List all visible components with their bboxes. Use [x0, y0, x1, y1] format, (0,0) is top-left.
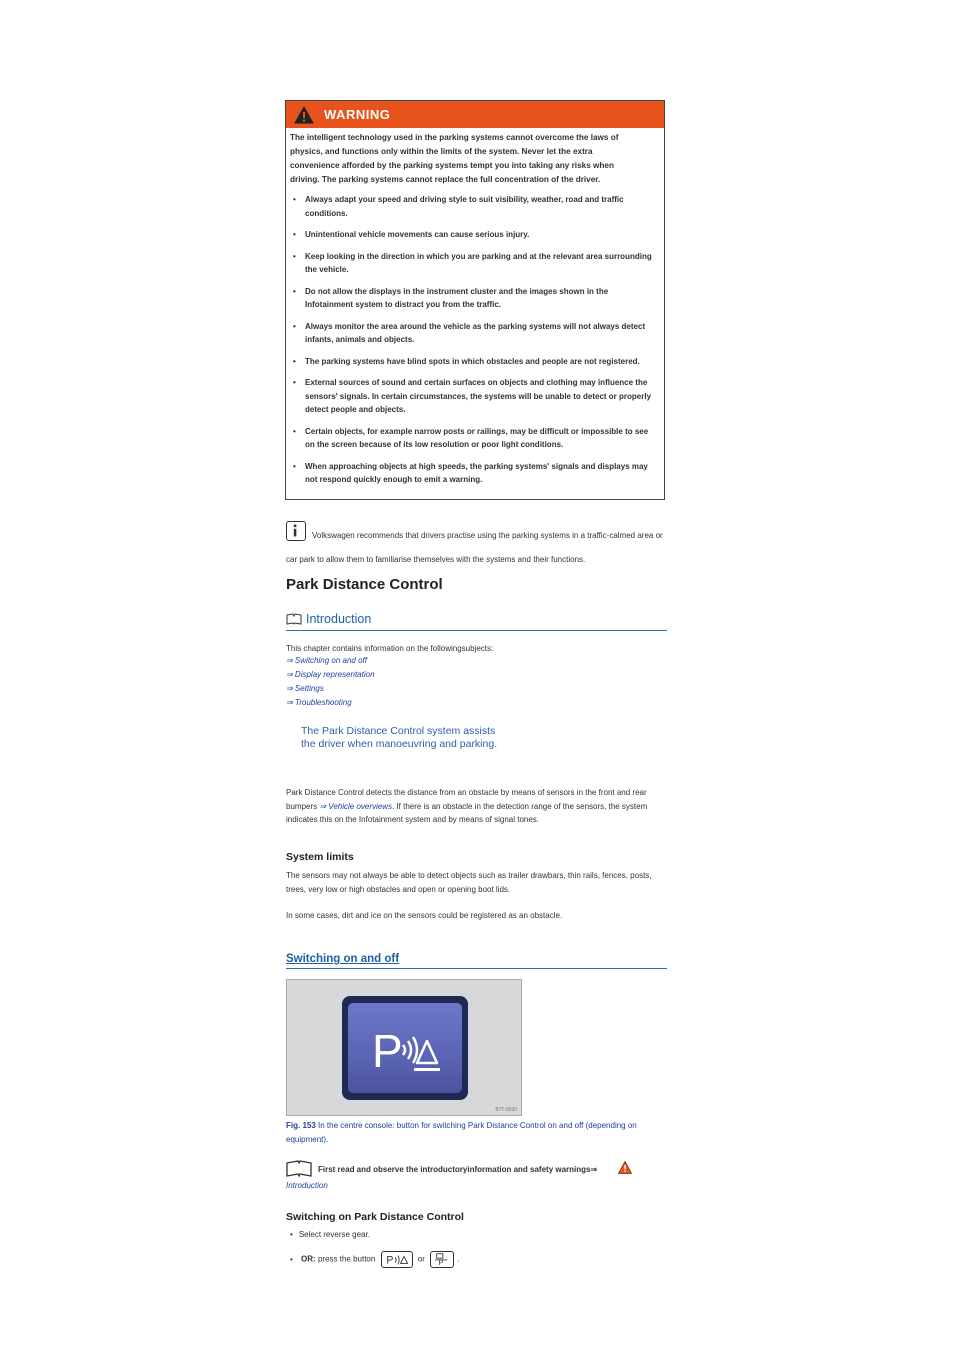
- intro-body-text-end: . If there is an obstacle in the detection range of the sensors, the system indicates this on the Infotainment system and by means of signal tones.: [286, 801, 648, 824]
- pdc-key-icon: [381, 1251, 413, 1268]
- read-first-text: First read and observe the introductoryinformation and safety warnings⇒: [318, 1165, 598, 1174]
- warning-item: • When approaching objects at high speeds, the parking systems' signals and displays may not respond quickly enough to emit a warning.: [286, 460, 656, 487]
- intro-body: [286, 786, 667, 827]
- switching-on-heading: Switching on Park Distance Control: [286, 1211, 464, 1223]
- warning-title: WARNING: [324, 107, 391, 122]
- pdc-button-frame: [342, 996, 468, 1100]
- park-distance-control-icon: [348, 1003, 462, 1093]
- system-limits-p2: In some cases, dirt and ice on the sensors could be registered as an obstacle.: [286, 911, 563, 920]
- warning-item: • Always monitor the area around the vehicle as the parking systems will not always detect infants, animals and objects.: [286, 320, 656, 347]
- figure-pdc-button: [286, 979, 522, 1116]
- figure-caption-text: In the centre console: button for switching Park Distance Control on and off (depending on equipment).: [286, 1121, 637, 1144]
- link-display-representation[interactable]: ⇒ Display representation: [286, 670, 375, 679]
- bullet-or-text: or: [417, 1254, 425, 1264]
- figure-label: Fig. 153: [286, 1121, 316, 1130]
- book-icon: [286, 613, 302, 628]
- link-switching-on-off[interactable]: ⇒ Switching on and off: [286, 656, 367, 665]
- warning-header: [286, 101, 664, 128]
- link-troubleshooting[interactable]: ⇒ Troubleshooting: [286, 698, 352, 707]
- warning-triangle-icon: [294, 106, 314, 124]
- page-heading: Park Distance Control: [286, 576, 443, 593]
- figure-code: B7T-0530: [495, 1107, 517, 1113]
- intro-lead: This chapter contains information on the followingsubjects:: [286, 644, 494, 653]
- system-limits-heading: System limits: [286, 851, 354, 863]
- warning-intro: The intelligent technology used in the parking systems cannot overcome the laws of physics, and functions only within the limits of the system. Never let the extra convenience afforded by the parking systems tempt you into taking any risks when driving. The parking systems cannot replace the full concentration of the driver.: [290, 133, 619, 184]
- warning-item: • The parking systems have blind spots in which obstacles and people are not registered.: [286, 355, 656, 369]
- book-icon: [286, 1160, 312, 1177]
- link-settings[interactable]: ⇒ Settings: [286, 684, 324, 693]
- pdc-button: [348, 1003, 462, 1093]
- note-text: Volkswagen recommends that drivers practise using the parking systems in a traffic-calmed area or car park to allow them to familiarise themselves with the systems and their functions.: [286, 531, 663, 564]
- bullet-press-text: press the button: [317, 1254, 376, 1264]
- bullet-end: .: [457, 1254, 460, 1264]
- warning-item: • External sources of sound and certain surfaces on objects and clothing may influence the sensors' signals. In certain circumstances, the systems will be unable to detect or properly detect people and objects.: [286, 376, 656, 417]
- warning-item: • Keep looking in the direction in which you are parking and at the relevant area surrounding the vehicle.: [286, 250, 656, 277]
- warning-list: [286, 193, 664, 487]
- park-assist-key-icon: [430, 1251, 454, 1268]
- pull-quote: The Park Distance Control system assists the driver when manoeuvring and parking.: [301, 725, 498, 750]
- warning-item: • Always adapt your speed and driving style to suit visibility, weather, road and traffic conditions.: [286, 193, 656, 220]
- link-introduction[interactable]: Introduction: [286, 1181, 328, 1190]
- section-introduction-heading: [286, 612, 667, 631]
- bullet-select-reverse: • Select reverse gear.: [290, 1230, 370, 1239]
- warning-item: • Do not allow the displays in the instrument cluster and the images shown in the Infotainment system to distract you from the traffic.: [286, 285, 656, 312]
- warning-triangle-icon: [618, 1161, 632, 1174]
- warning-box: [285, 100, 665, 500]
- warning-item: • Certain objects, for example narrow posts or railings, may be difficult or impossible to see on the screen because of its low resolution or poor light conditions.: [286, 425, 656, 452]
- link-vehicle-overviews[interactable]: ⇒ Vehicle overviews: [319, 801, 393, 811]
- figure-caption: [286, 1119, 667, 1146]
- svg-text:P: P: [385, 1254, 394, 1267]
- section-introduction-title: Introduction: [306, 612, 372, 626]
- svg-text:P: P: [372, 1025, 403, 1077]
- intro-body-text: Park Distance Control detects the distance from an obstacle by means of sensors in the front and rear bumpers: [286, 788, 647, 811]
- bullet-or-label: OR:: [301, 1254, 316, 1264]
- bullet-press-button: [290, 1251, 459, 1268]
- svg-text:P: P: [438, 1260, 444, 1267]
- section-switching-heading: Switching on and off: [286, 953, 667, 969]
- system-limits-p1: The sensors may not always be able to detect objects such as trailer drawbars, thin rails, fences, posts, trees, very low or high obstacles and open or opening boot lids.: [286, 871, 652, 894]
- warning-item: • Unintentional vehicle movements can cause serious injury.: [286, 228, 656, 242]
